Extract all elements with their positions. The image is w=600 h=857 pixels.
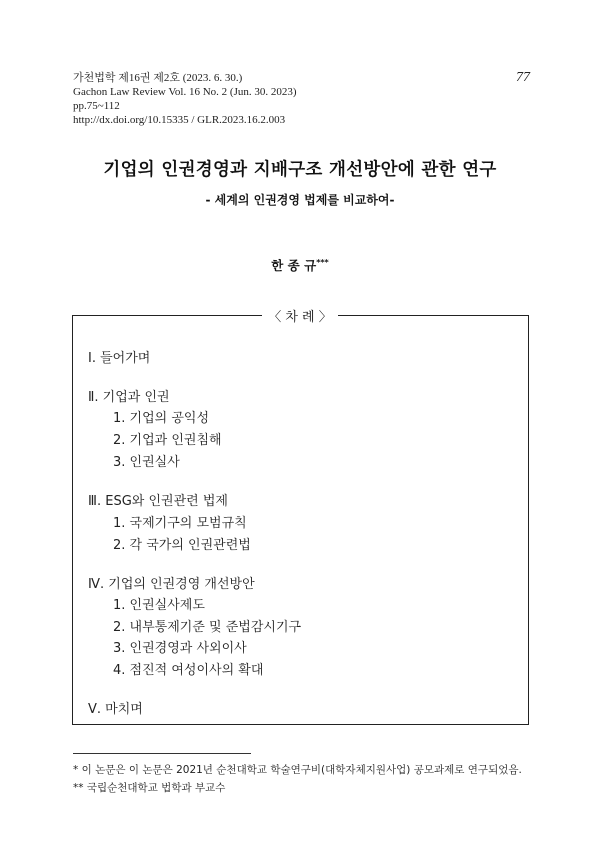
toc-item-4: Ⅳ. 기업의 인권경영 개선방안 — [88, 577, 255, 592]
paper-subtitle: - 세계의 인권경영 법제를 비교하여- — [205, 193, 395, 207]
journal-ko: 가천법학 제16권 제2호 (2023. 6. 30.) — [73, 72, 243, 84]
toc-item-3-2: 2. 각 국가의 인권관련법 — [113, 538, 251, 553]
doi[interactable]: http://dx.doi.org/10.15335 / GLR.2023.16.2.003 — [73, 114, 286, 126]
toc-item-4-1: 1. 인권실사제도 — [113, 598, 205, 613]
footnote-1: * 이 논문은 이 논문은 2021년 순천대학교 학술연구비(대학자체지원사업) 공모과제로 연구되었음. — [73, 764, 522, 776]
author-name: 한 종 규 — [271, 258, 317, 273]
toc-item-4-3: 3. 인권경영과 사외이사 — [113, 641, 247, 656]
toc-item-2: Ⅱ. 기업과 인권 — [88, 390, 170, 405]
paper-title: 기업의 인권경영과 지배구조 개선방안에 관한 연구 — [103, 160, 497, 180]
toc-item-2-2: 2. 기업과 인권침해 — [113, 433, 222, 448]
toc-item-2-1: 1. 기업의 공익성 — [113, 411, 210, 426]
page-range: pp.75~112 — [73, 100, 120, 112]
toc-item-5: Ⅴ. 마치며 — [88, 702, 143, 717]
journal-en: Gachon Law Review Vol. 16 No. 2 (Jun. 30. 2023) — [73, 86, 297, 98]
author-marks: *** — [316, 257, 329, 267]
footnote-divider — [73, 753, 251, 754]
journal-meta — [73, 71, 297, 127]
toc-label: 〈 차 례 〉 — [0, 306, 600, 325]
author — [0, 256, 600, 274]
toc-item-2-3: 3. 인권실사 — [113, 455, 180, 470]
toc-item-3: Ⅲ. ESG와 인권관련 법제 — [88, 494, 228, 509]
toc-item-3-1: 1. 국제기구의 모범규칙 — [113, 516, 247, 531]
page-number: 77 — [516, 70, 530, 85]
footnote-2: ** 국립순천대학교 법학과 부교수 — [73, 782, 226, 794]
toc-item-4-4: 4. 점진적 여성이사의 확대 — [113, 663, 264, 678]
toc-item-4-2: 2. 내부통제기준 및 준법감시기구 — [113, 620, 302, 635]
toc-item-1: Ⅰ. 들어가며 — [88, 351, 151, 366]
